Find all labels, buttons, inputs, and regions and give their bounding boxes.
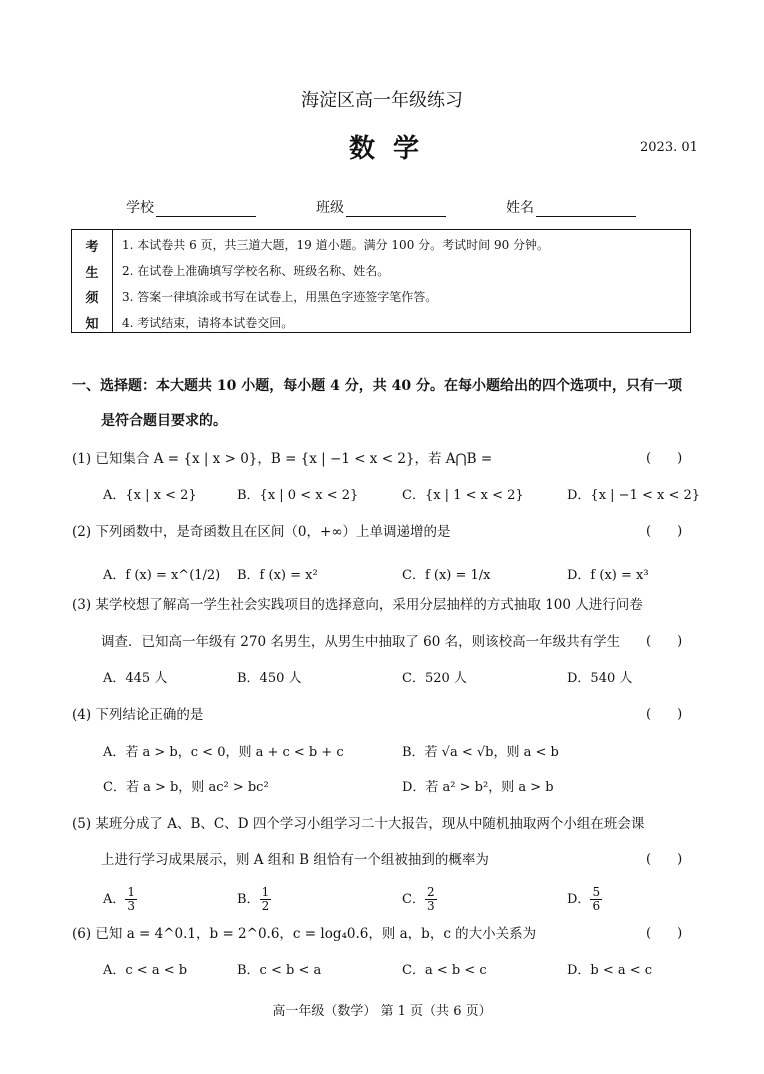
fraction-numerator: 5 — [592, 885, 601, 899]
q5-option-c[interactable] — [402, 886, 437, 913]
notice-line: 2. 在试卷上准确填写学校名称、班级名称、姓名。 — [122, 264, 390, 278]
q6-option-a[interactable]: A．c < a < b — [103, 963, 188, 978]
school-label: 学校 — [126, 200, 154, 216]
q4-option-a[interactable]: A．若 a > b，c < 0，则 a + c < b + c — [103, 745, 344, 760]
fraction-denominator: 6 — [592, 899, 601, 913]
fraction-denominator: 3 — [426, 899, 435, 913]
question-3-stem-cont: 调查．已知高一年级有 270 名男生，从男生中抽取了 60 名，则该校高一年级共有学生 — [101, 634, 621, 650]
fraction-denominator: 3 — [127, 899, 136, 913]
name-field[interactable] — [506, 197, 636, 217]
notice-side-char: 知 — [85, 317, 99, 332]
fraction-numerator: 1 — [261, 885, 270, 899]
question-5-stem: (5) 某班分成了 A、B、C、D 四个学习小组学习二十大报告，现从中随机抽取两个小组在班会课 — [72, 816, 645, 832]
q3-option-a[interactable]: A．445 人 — [103, 671, 168, 686]
q2-option-a[interactable]: A．f (x) = x^(1/2) — [103, 568, 221, 583]
question-1-stem: (1) 已知集合 A = {x | x > 0}，B = {x | −1 < x < 2}，若 A⋂B = — [72, 451, 493, 467]
q6-option-d[interactable]: D．b < a < c — [567, 963, 653, 978]
school-field[interactable] — [126, 197, 256, 217]
question-3-stem: (3) 某学校想了解高一学生社会实践项目的选择意向，采用分层抽样的方式抽取 100 人进行问卷 — [72, 597, 643, 613]
option-letter: B． — [237, 892, 260, 907]
q2-option-d[interactable]: D．f (x) = x³ — [567, 568, 649, 583]
q5-option-a[interactable] — [103, 886, 137, 913]
q2-option-b[interactable]: B．f (x) = x² — [237, 568, 318, 583]
q5-option-b[interactable] — [237, 886, 271, 913]
answer-paren[interactable]: ( ) — [646, 634, 683, 649]
fraction — [590, 886, 602, 913]
fraction — [425, 886, 437, 913]
fraction — [125, 886, 137, 913]
notice-side-char: 考 — [85, 240, 99, 255]
question-6-stem: (6) 已知 a = 4^0.1，b = 2^0.6，c = log₄0.6，则 a，b，c 的大小关系为 — [72, 926, 537, 942]
q4-option-c[interactable]: C．若 a > b，则 ac² > bc² — [103, 780, 269, 795]
q4-option-b[interactable]: B．若 √a < √b，则 a < b — [402, 745, 559, 760]
fraction-denominator: 2 — [261, 899, 270, 913]
option-letter: D． — [567, 892, 591, 907]
notice-line: 3. 答案一律填涂或书写在试卷上，用黑色字迹签字笔作答。 — [122, 290, 438, 304]
name-label: 姓名 — [506, 200, 534, 216]
notice-side — [72, 230, 113, 332]
answer-paren[interactable]: ( ) — [646, 926, 683, 941]
notice-line: 1. 本试卷共 6 页，共三道大题，19 道小题。满分 100 分。考试时间 90 分钟。 — [122, 238, 550, 252]
q6-option-b[interactable]: B．c < b < a — [237, 963, 322, 978]
q1-option-c[interactable]: C．{x | 1 < x < 2} — [402, 488, 524, 503]
page-footer: 高一年级（数学） 第 1 页（共 6 页） — [272, 1004, 492, 1019]
q1-option-d[interactable]: D．{x | −1 < x < 2} — [567, 488, 701, 503]
notice-line: 4. 考试结束，请将本试卷交回。 — [122, 316, 294, 330]
q2-option-c[interactable]: C．f (x) = 1/x — [402, 568, 491, 583]
fraction-numerator: 2 — [426, 885, 435, 899]
class-field[interactable] — [316, 197, 446, 217]
question-4-stem: (4) 下列结论正确的是 — [72, 707, 204, 723]
answer-paren[interactable]: ( ) — [646, 852, 683, 867]
school-blank[interactable] — [156, 202, 256, 217]
section-heading-cont: 是符合题目要求的。 — [101, 413, 227, 429]
answer-paren[interactable]: ( ) — [646, 451, 683, 466]
subject-title: 数学 — [349, 134, 438, 164]
question-2-stem: (2) 下列函数中，是奇函数且在区间（0，+∞）上单调递增的是 — [72, 524, 451, 540]
q6-option-c[interactable]: C．a < b < c — [402, 963, 487, 978]
q4-option-d[interactable]: D．若 a² > b²，则 a > b — [402, 780, 554, 795]
q3-option-b[interactable]: B．450 人 — [237, 671, 302, 686]
name-blank[interactable] — [536, 202, 636, 217]
page-title: 海淀区高一年级练习 — [301, 90, 463, 111]
notice-side-char: 须 — [85, 291, 99, 306]
question-5-stem-cont: 上进行学习成果展示，则 A 组和 B 组恰有一个组被抽到的概率为 — [101, 852, 489, 868]
exam-date: 2023. 01 — [640, 140, 698, 155]
option-letter: C． — [402, 892, 425, 907]
fraction-numerator: 1 — [127, 885, 136, 899]
fraction — [260, 886, 272, 913]
section-heading: 一、选择题：本大题共 10 小题，每小题 4 分，共 40 分。在每小题给出的四个选项中，只有一项 — [72, 378, 682, 394]
class-label: 班级 — [316, 200, 344, 216]
notice-box — [71, 229, 691, 333]
notice-side-char: 生 — [85, 266, 99, 281]
class-blank[interactable] — [346, 202, 446, 217]
q1-option-b[interactable]: B．{x | 0 < x < 2} — [237, 488, 359, 503]
answer-paren[interactable]: ( ) — [646, 707, 683, 722]
answer-paren[interactable]: ( ) — [646, 524, 683, 539]
q3-option-d[interactable]: D．540 人 — [567, 671, 633, 686]
q1-option-a[interactable]: A．{x | x < 2} — [103, 488, 197, 503]
option-letter: A． — [103, 892, 126, 907]
q5-option-d[interactable] — [567, 886, 602, 913]
q3-option-c[interactable]: C．520 人 — [402, 671, 467, 686]
